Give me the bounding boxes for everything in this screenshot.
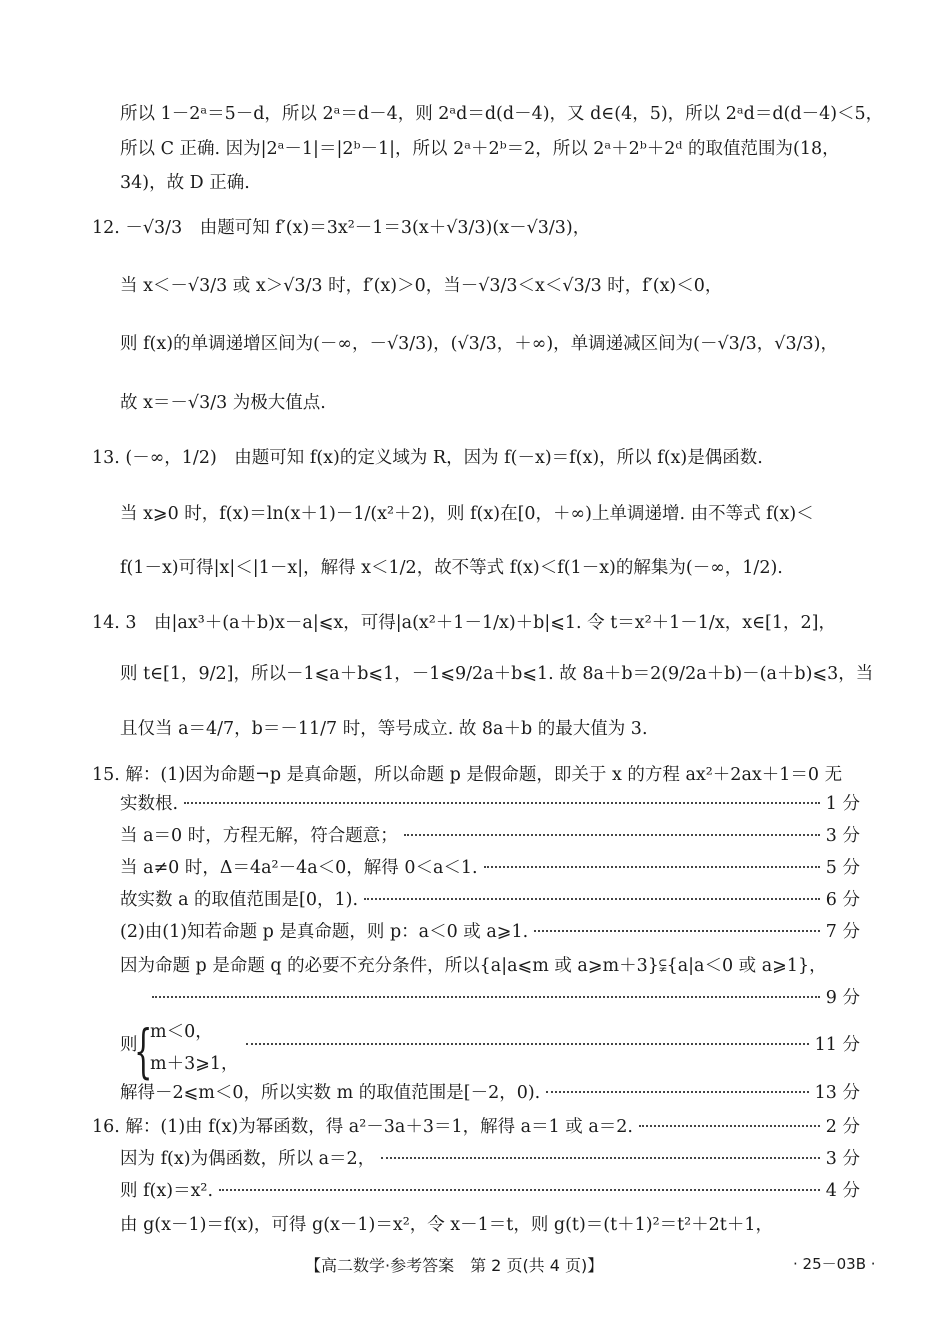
dot-leader: [184, 802, 820, 804]
dot-leader: [546, 1091, 808, 1093]
answer-text: 故实数 a 的取值范围是[0，1).: [120, 890, 359, 910]
answer-text: 实数根.: [120, 794, 179, 814]
dot-leader: [534, 930, 820, 932]
score-points: 5 分: [825, 858, 860, 878]
text-line: 15. 解：(1)因为命题¬p 是真命题，所以命题 p 是假命题，即关于 x 的方程 ax²＋2ax＋1＝0 无: [92, 765, 843, 785]
scored-line: [120, 921, 860, 943]
scored-line: [120, 825, 860, 847]
answer-text: 当 a＝0 时，方程无解，符合题意；: [120, 826, 398, 846]
scored-line: [120, 1082, 860, 1104]
scored-line: [120, 1180, 860, 1202]
answer-text: 当 a≠0 时，Δ＝4a²－4a＜0，解得 0＜a＜1.: [120, 858, 478, 878]
score-points: 3 分: [825, 1149, 860, 1169]
text-line: 34)，故 D 正确.: [120, 173, 250, 193]
dot-leader: [364, 898, 820, 900]
system-row-2: m＋3⩾1，: [150, 1054, 239, 1074]
dot-leader: [246, 1043, 809, 1045]
text-line: 因为命题 p 是命题 q 的必要不充分条件，所以{a|a⩽m 或 a⩾m＋3}⫋{a|a＜0 或 a⩾1}，: [120, 956, 827, 976]
exam-code: · 25－03B ·: [793, 1255, 876, 1273]
text-line: 所以 C 正确. 因为|2ᵃ－1|＝|2ᵇ－1|，所以 2ᵃ＋2ᵇ＝2，所以 2ᵃ＋2ᵇ＋2ᵈ 的取值范围为(18，: [120, 139, 840, 159]
system-row-1: m＜0，: [150, 1022, 213, 1042]
text-line: 故 x＝－√3/3 为极大值点.: [120, 393, 326, 413]
scored-line: [240, 1034, 860, 1056]
answer-text: 解得－2⩽m＜0，所以实数 m 的取值范围是[－2，0).: [120, 1083, 541, 1103]
dot-leader: [381, 1157, 820, 1159]
text-line: 12. －√3/3 由题可知 f′(x)＝3x²－1＝3(x＋√3/3)(x－√3/3)，: [92, 218, 591, 238]
score-points: 4 分: [825, 1181, 860, 1201]
text-line: 14. 3 由|ax³＋(a＋b)x－a|⩽x，可得|a(x²＋1－1/x)＋b|⩽1. 令 t＝x²＋1－1/x，x∈[1，2]，: [92, 613, 836, 633]
score-points: 13 分: [814, 1083, 860, 1103]
text-line: 则 t∈[1，9/2]，所以－1⩽a＋b⩽1，－1⩽9/2a＋b⩽1. 故 8a＋b＝2(9/2a＋b)－(a＋b)⩽3，当: [120, 664, 874, 684]
text-line: 所以 1－2ᵃ＝5－d，所以 2ᵃ＝d－4，则 2ᵃd＝d(d－4)，又 d∈(4，5)，所以 2ᵃd＝d(d－4)＜5，: [120, 104, 884, 124]
score-points: 9 分: [825, 988, 860, 1008]
score-points: 2 分: [825, 1117, 860, 1137]
scored-line: [152, 987, 860, 1009]
dot-leader: [404, 834, 820, 836]
dot-leader: [152, 996, 820, 998]
answer-text: 则 f(x)＝x².: [120, 1181, 214, 1201]
brace-symbol: {: [134, 1017, 153, 1085]
answer-text: 16. 解：(1)由 f(x)为幂函数，得 a²－3a＋3＝1，解得 a＝1 或 a＝2.: [92, 1117, 633, 1137]
answer-text: 因为 f(x)为偶函数，所以 a＝2，: [120, 1149, 376, 1169]
text-line: 13. (－∞，1/2) 由题可知 f(x)的定义域为 R，因为 f(－x)＝f(x)，所以 f(x)是偶函数.: [92, 448, 763, 468]
scored-line: [120, 857, 860, 879]
system-prefix: 则: [120, 1035, 138, 1055]
page-footer: 【高二数学·参考答案 第 2 页(共 4 页)】: [305, 1256, 604, 1275]
dot-leader: [639, 1125, 820, 1127]
scored-line: [120, 1148, 860, 1170]
dot-leader: [219, 1189, 820, 1191]
score-points: 3 分: [825, 826, 860, 846]
scored-line: [92, 1116, 860, 1138]
score-points: 11 分: [814, 1035, 860, 1055]
text-line: 由 g(x－1)＝f(x)，可得 g(x－1)＝x²，令 x－1＝t，则 g(t)＝(t＋1)²＝t²＋2t＋1，: [120, 1215, 773, 1235]
text-line: 且仅当 a＝4/7，b＝－11/7 时，等号成立. 故 8a＋b 的最大值为 3.: [120, 719, 648, 739]
text-line: f(1－x)可得|x|＜|1－x|，解得 x＜1/2，故不等式 f(x)＜f(1－x)的解集为(－∞，1/2).: [120, 558, 783, 578]
answer-text: (2)由(1)知若命题 p 是真命题，则 p：a＜0 或 a⩾1.: [120, 922, 529, 942]
scored-line: [120, 793, 860, 815]
text-line: 当 x＜－√3/3 或 x＞√3/3 时，f′(x)＞0，当－√3/3＜x＜√3/3 时，f′(x)＜0，: [120, 276, 723, 296]
score-points: 6 分: [825, 890, 860, 910]
text-line: 则 f(x)的单调递增区间为(－∞，－√3/3)，(√3/3，＋∞)，单调递减区间为(－√3/3，√3/3)，: [120, 334, 838, 354]
text-line: 当 x⩾0 时，f(x)＝ln(x＋1)－1/(x²＋2)，则 f(x)在[0，＋∞)上单调递增. 由不等式 f(x)＜: [120, 504, 814, 524]
scored-line: [120, 889, 860, 911]
score-points: 1 分: [825, 794, 860, 814]
score-points: 7 分: [825, 922, 860, 942]
dot-leader: [484, 866, 820, 868]
